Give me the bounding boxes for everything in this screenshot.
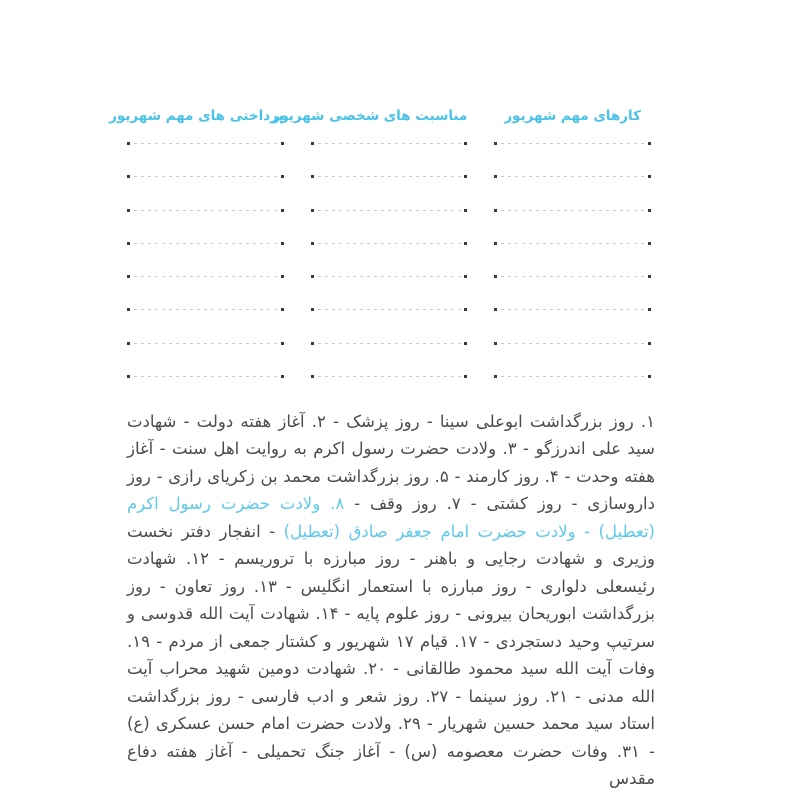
- column-personal-occasions: [272, 107, 468, 378]
- write-in-line: [311, 175, 468, 178]
- write-in-line: [127, 142, 284, 145]
- write-in-line: [494, 142, 651, 145]
- write-in-line: [127, 308, 284, 311]
- write-in-line: [127, 275, 284, 278]
- write-in-line: [494, 175, 651, 178]
- column-important-tasks: [494, 107, 651, 378]
- occasions-text-after: - انفجار دفتر نخست وزیری و شهادت رجایی و باهنر - روز مبارزه با تروریسم - ۱۲. شهادت رئیسعلی دلواری - روز مبارزه با استعمار انگلیس - ۱۳. روز تعاون - روز بزرگداشت ابوریحان بیرونی - روز علوم پایه - ۱۴. شهادت آیت الله قدوسی و سرتیپ وحید دستجردی - ۱۷. قیام ۱۷ شهریور و کشتار جمعی از مردم - ۱۹. وفات آیت الله سید محمود طالقانی - ۲۰. شهادت دومین شهید محراب آیت الله مدنی - ۲۱. روز سینما - ۲۷. روز شعر و ادب فارسی - روز بزرگداشت استاد سید محمد حسین شهریار - ۲۹. ولادت حضرت امام حسن عسکری (ع) - ۳۱. وفات حضرت معصومه (س) - آغاز جنگ تحمیلی - آغاز هفته دفاع مقدس: [127, 521, 656, 788]
- planner-columns: [109, 107, 651, 378]
- occasions-paragraph: [127, 408, 655, 793]
- write-in-line: [311, 375, 468, 378]
- write-in-lines: [127, 142, 284, 378]
- write-in-line: [311, 142, 468, 145]
- column-title-important-tasks: کارهای مهم شهریور: [504, 108, 641, 124]
- write-in-line: [127, 342, 284, 345]
- write-in-line: [311, 242, 468, 245]
- write-in-line: [494, 275, 651, 278]
- column-important-payments: [109, 107, 284, 378]
- write-in-line: [127, 209, 284, 212]
- write-in-lines: [494, 142, 651, 378]
- write-in-line: [494, 242, 651, 245]
- column-title-personal-occasions: مناسبت های شخصی شهریور: [272, 108, 468, 124]
- write-in-line: [494, 342, 651, 345]
- write-in-line: [127, 175, 284, 178]
- occasions-text-before: ۱. روز بزرگداشت ابوعلی سینا - روز پزشک - ۲. آغاز هفته دولت - شهادت سید علی اندرزگو - ۳. ولادت حضرت رسول اکرم به روایت اهل سنت - آغاز هفته وحدت - ۴. روز کارمند - ۵. روز بزرگداشت محمد بن زکریای رازی - روز داروسازی - روز کشتی - ۷. روز وقف -: [127, 411, 655, 513]
- occasions-highlight: ۸. ولادت حضرت رسول اکرم (تعطیل) - ولادت حضرت امام جعفر صادق (تعطیل): [127, 494, 655, 541]
- column-title-important-payments: پرداختی های مهم شهریور: [109, 108, 284, 124]
- write-in-line: [494, 209, 651, 212]
- write-in-line: [311, 275, 468, 278]
- write-in-line: [311, 308, 468, 311]
- write-in-line: [127, 375, 284, 378]
- write-in-line: [494, 375, 651, 378]
- write-in-line: [311, 342, 468, 345]
- write-in-line: [127, 242, 284, 245]
- write-in-line: [311, 209, 468, 212]
- write-in-line: [494, 308, 651, 311]
- write-in-lines: [311, 142, 468, 378]
